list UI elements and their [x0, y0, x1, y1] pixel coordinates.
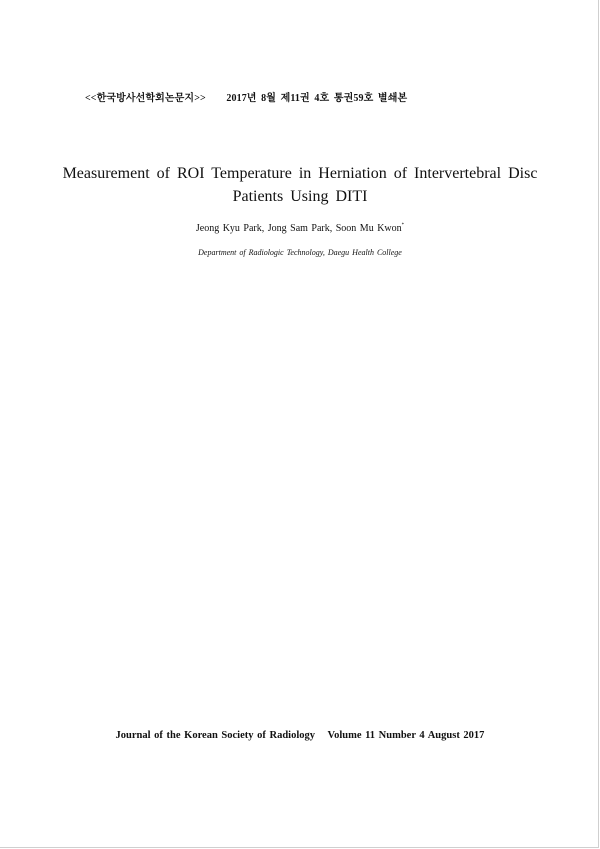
reprint-header [85, 89, 407, 104]
journal-korean-name: <<한국방사선학회논문지>> [85, 93, 206, 104]
issue-info: 2017년 8월 제11권 4호 통권59호 별쇄본 [226, 93, 408, 104]
volume-info: Volume 11 Number 4 August 2017 [327, 730, 485, 741]
paper-title-line-1: Measurement of ROI Temperature in Herniation of Intervertebral Disc [62, 165, 538, 182]
authors-text: Jeong Kyu Park, Jong Sam Park, Soon Mu Kwon [195, 223, 402, 234]
journal-footer [0, 730, 600, 741]
author-affiliation: Department of Radiologic Technology, Daegu Health College [198, 248, 402, 257]
paper-title [40, 162, 560, 208]
paper-title-line-2: Patients Using DITI [232, 188, 368, 205]
journal-english-name: Journal of the Korean Society of Radiology [115, 730, 316, 741]
author-list [0, 223, 600, 234]
corresponding-author-mark: * [401, 223, 405, 228]
